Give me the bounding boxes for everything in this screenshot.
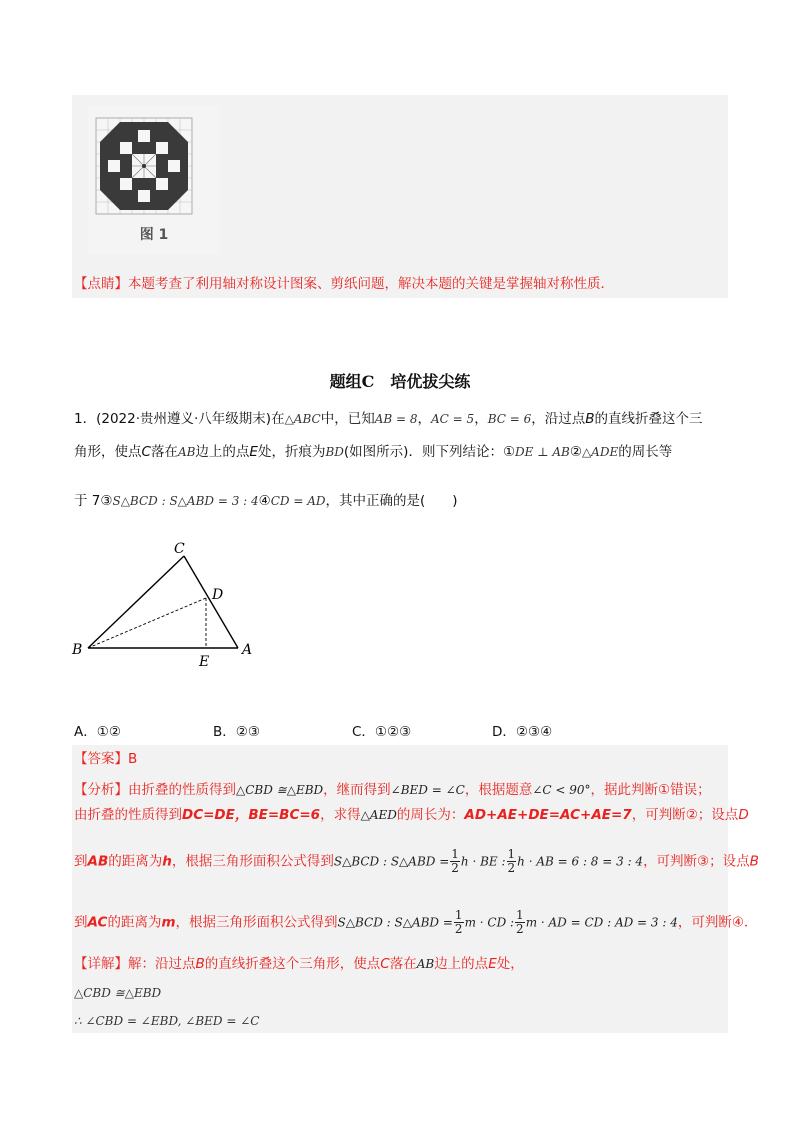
text: ，可判断③；设点: [643, 853, 750, 870]
side-ca: [184, 556, 238, 648]
math-angle-bed: ∠BED = ∠C: [390, 783, 465, 797]
dianjing-tag: 【点睛】: [74, 276, 128, 292]
var-b: B: [585, 411, 595, 427]
denominator: 2: [454, 922, 463, 936]
text: 由折叠的性质得到: [128, 782, 236, 798]
numerator: 1: [454, 908, 463, 922]
math-cd-eq-ad: CD = AD: [270, 494, 326, 508]
analysis-line-4: [74, 909, 757, 936]
text: ④: [258, 493, 271, 509]
text: 处，折痕为: [257, 444, 326, 460]
math-h-be: h · BE :: [460, 854, 506, 869]
math-congruent-detail: △CBD ≅△EBD: [74, 986, 162, 1000]
text: ，可判断②；设点: [631, 807, 739, 823]
math-angle-c: ∠C < 90°: [532, 783, 591, 797]
text: 处，: [496, 956, 524, 972]
triangle-diagram: [68, 538, 268, 678]
analysis-line-3: [74, 848, 759, 875]
text: ，继而得到: [323, 782, 391, 798]
text: 解：沿过点: [128, 956, 196, 972]
detail-line-1: [74, 955, 524, 973]
math-m-cd: m · CD :: [464, 915, 515, 930]
text: ，: [417, 411, 432, 427]
analysis-tag: 【分析】: [74, 782, 128, 798]
math-h-ab-result: h · AB = 6 : 8 = 3 : 4: [517, 854, 644, 869]
var-b: B: [749, 853, 759, 870]
answer-line: [74, 750, 137, 768]
detail-line-3: [74, 1012, 259, 1030]
perimeter-equation: AD+AE+DE=AC+AE=7: [464, 807, 632, 823]
fraction-half: [454, 909, 464, 936]
text: ，求得: [320, 807, 361, 823]
question-source: (2022·贵州遵义·八年级期末): [96, 411, 272, 427]
var-m: m: [161, 914, 176, 931]
text: ，根据三角形面积公式得到: [171, 853, 334, 870]
dianjing-text: 本题考查了利用轴对称设计图案、剪纸问题，解决本题的关键是掌握轴对称性质．: [128, 276, 614, 292]
label-a: A: [242, 642, 253, 658]
label-d: D: [212, 587, 224, 603]
text: ，根据题意: [464, 782, 533, 798]
question-number: 1．: [74, 411, 97, 427]
math-congruent: △CBD ≅△EBD: [236, 783, 324, 797]
answer-value: B: [128, 751, 138, 767]
fraction-half: [507, 848, 517, 875]
label-e: E: [199, 654, 210, 670]
text: 边上的点: [195, 444, 250, 460]
math-ac: AC = 5: [431, 412, 475, 426]
analysis-line-1: [74, 781, 711, 799]
text: 的直线折叠这个三角形，使点: [204, 956, 381, 972]
math-triangle-abc: △ABC: [284, 412, 321, 426]
text: 的距离为: [107, 914, 162, 931]
crease-bd: [88, 598, 206, 648]
var-c: C: [141, 444, 151, 460]
text: 到: [74, 914, 88, 931]
text: 落在: [150, 444, 178, 460]
text: 的周长为：: [396, 807, 465, 823]
denominator: 2: [451, 861, 459, 875]
math-de-perp-ab: DE ⊥ AB: [515, 445, 570, 459]
var-h: h: [162, 853, 172, 870]
folding-equalities: DC=DE，BE=BC=6: [182, 807, 321, 823]
side-bc: [88, 556, 184, 648]
text: ，沿过点: [531, 411, 586, 427]
section-title: 题组C 培优拔尖练: [329, 372, 471, 391]
figure-1-caption: 图 1: [139, 227, 169, 243]
fraction-half: [450, 848, 460, 875]
numerator: 1: [516, 908, 524, 922]
text: ，其中正确的是( ): [325, 493, 458, 509]
text: (如图所示)．则下列结论：①: [343, 444, 516, 460]
var-ab: AB: [87, 853, 109, 870]
var-d: D: [738, 807, 749, 823]
math-bd: BD: [325, 445, 344, 459]
question-line-1: [74, 410, 703, 428]
math-bc: BC = 6: [487, 412, 532, 426]
option-a[interactable]: A．①②: [74, 724, 121, 740]
text: 角形，使点: [74, 444, 142, 460]
math-ab: AB = 8: [374, 412, 418, 426]
numerator: 1: [451, 847, 459, 861]
fraction-half: [515, 909, 525, 936]
question-line-3: [74, 492, 458, 510]
var-ac: AC: [87, 914, 108, 931]
analysis-line-2: [74, 806, 749, 824]
numerator: 1: [507, 847, 516, 861]
var-e: E: [249, 444, 258, 460]
text: ②: [569, 444, 582, 460]
dianjing-line: [74, 275, 614, 293]
math-triangle-ade: △ADE: [581, 445, 619, 459]
math-m-ad-result: m · AD = CD : AD = 3 : 4: [525, 915, 678, 930]
detail-tag: 【详解】: [74, 956, 128, 972]
label-b: B: [72, 642, 83, 658]
math-area-ratio: S△BCD : S△ABD = 3 : 4: [112, 494, 259, 508]
math-angles-detail: ∴ ∠CBD = ∠EBD, ∠BED = ∠C: [74, 1014, 260, 1028]
math-triangle-aed: △AED: [360, 808, 397, 822]
text: 在: [271, 411, 285, 427]
option-b[interactable]: B．②③: [213, 724, 260, 740]
math-ab: AB: [416, 957, 435, 971]
text: 落在: [389, 956, 417, 972]
text: 边上的点: [434, 956, 489, 972]
question-line-2: [74, 443, 672, 461]
denominator: 2: [516, 922, 524, 936]
text: ，可判断④．: [677, 914, 758, 931]
answer-tag: 【答案】: [74, 751, 128, 767]
text: 到: [74, 853, 88, 870]
text: ，据此判断①错误；: [590, 782, 711, 798]
math-area-ratio-lhs: S△BCD : S△ABD =: [333, 854, 450, 869]
math-area-ratio-lhs-2: S△BCD : S△ABD =: [337, 915, 453, 930]
detail-line-2: [74, 984, 161, 1002]
var-c: C: [380, 956, 390, 972]
var-b: B: [195, 956, 205, 972]
option-d[interactable]: D．②③④: [492, 724, 553, 740]
text: 的距离为: [108, 853, 163, 870]
option-c[interactable]: C．①②③: [352, 724, 412, 740]
var-e: E: [488, 956, 497, 972]
text: 中，已知: [320, 411, 375, 427]
symmetric-pattern-image: [88, 112, 220, 232]
label-c: C: [174, 541, 185, 557]
text: ，根据三角形面积公式得到: [175, 914, 338, 931]
math-ab-seg: AB: [177, 445, 196, 459]
text: 的周长等: [618, 444, 673, 460]
text: ，: [474, 411, 488, 427]
text: 于 7③: [74, 493, 113, 509]
denominator: 2: [507, 861, 516, 875]
text: 的直线折叠这个三: [594, 411, 703, 427]
figure-1: [88, 106, 220, 254]
text: 由折叠的性质得到: [74, 807, 182, 823]
